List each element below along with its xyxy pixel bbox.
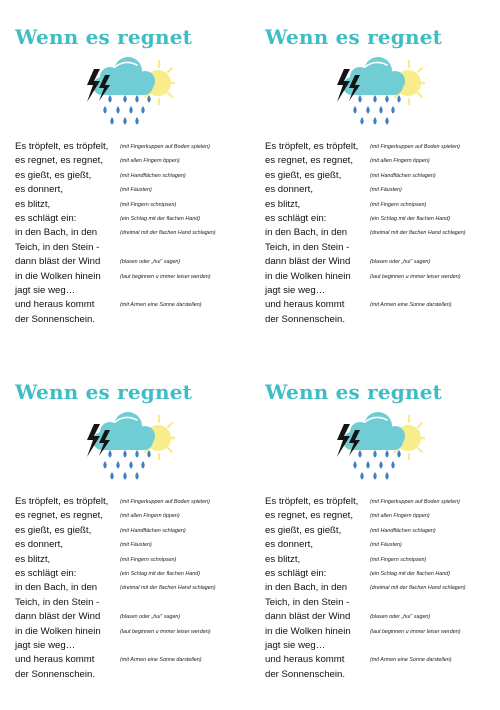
rhyme-line — [265, 313, 500, 327]
verse-text: Es tröpfelt, es tröpfelt, — [15, 141, 109, 152]
rhyme-line — [265, 668, 500, 682]
rhyme-line — [15, 596, 250, 610]
verse-text: es gießt, es gießt, — [15, 169, 92, 181]
rhyme-line — [15, 639, 250, 653]
cloud-icon — [93, 412, 155, 450]
raindrop — [379, 461, 382, 469]
rhyme-line — [265, 495, 500, 509]
rhyme-line — [15, 524, 250, 538]
raindrop — [373, 450, 376, 458]
rhyme-line — [15, 538, 250, 552]
raindrop — [385, 95, 388, 103]
verse-text: es gießt, es gießt, — [265, 169, 342, 181]
raindrop — [123, 472, 126, 480]
rhyme-lines — [15, 495, 250, 682]
rhyme-line — [265, 140, 500, 154]
raindrops-icon — [103, 450, 150, 480]
raindrop — [353, 106, 356, 114]
raindrop — [360, 117, 363, 125]
verse-text: in den Bach, in den — [15, 582, 98, 594]
action-note: (ein Schlag mit der flachen Hand) — [120, 570, 201, 577]
verse-text: es donnert, — [15, 184, 64, 196]
raindrop — [379, 106, 382, 114]
action-note: (blasen oder „hui“ sagen) — [370, 614, 431, 621]
action-note: (dreimal mit der flachen Hand schlagen) — [370, 230, 466, 237]
rhyme-line — [15, 495, 250, 509]
action-note: (laut beginnen u immer leiser werden) — [370, 273, 461, 280]
rhyme-line — [15, 270, 250, 284]
verse-text: es schlägt ein: — [265, 567, 327, 579]
verse-text: Es tröpfelt, es tröpfelt, — [265, 141, 359, 152]
action-note: (laut beginnen u immer leiser werden) — [370, 628, 461, 635]
rhyme-line — [265, 255, 500, 269]
action-note: (dreimal mit der flachen Hand schlagen) — [370, 585, 466, 592]
action-note: (blasen oder „hui“ sagen) — [370, 259, 431, 266]
action-note: (mit Handflächen schlagen) — [120, 527, 186, 534]
rhyme-line — [265, 154, 500, 168]
raindrop — [129, 461, 132, 469]
action-note: (mit Armen eine Sonne darstellen) — [120, 657, 202, 664]
rhyme-line — [15, 668, 250, 682]
rhyme-line — [265, 553, 500, 567]
raindrops-icon — [353, 95, 400, 125]
rhyme-line — [265, 625, 500, 639]
rhyme-line — [265, 524, 500, 538]
verse-text: jagt sie weg… — [265, 639, 326, 651]
raindrop — [385, 450, 388, 458]
verse-text: es schlägt ein: — [265, 212, 327, 224]
raindrop — [103, 461, 106, 469]
action-note: (mit Fingern schnipsen) — [370, 556, 427, 563]
raindrop — [123, 117, 126, 125]
raindrop — [366, 461, 369, 469]
rhyme-line — [265, 538, 500, 552]
rhyme-card-2 — [265, 25, 500, 355]
action-note: (mit allen Fingern tippen) — [370, 158, 430, 165]
raindrop — [353, 461, 356, 469]
cloud-icon — [343, 412, 405, 450]
action-note: (mit Handflächen schlagen) — [370, 527, 436, 534]
verse-text: dann bläst der Wind — [265, 256, 351, 268]
rhyme-line — [265, 298, 500, 312]
rhyme-line — [15, 610, 250, 624]
verse-text: Es tröpfelt, es tröpfelt, — [265, 496, 359, 507]
rhyme-line — [15, 625, 250, 639]
raindrop — [358, 450, 361, 458]
action-note: (laut beginnen u immer leiser werden) — [120, 273, 211, 280]
action-note: (mit Fingerkuppen auf Boden spielen) — [370, 499, 460, 505]
raindrops-icon — [103, 95, 150, 125]
rhyme-line — [265, 226, 500, 240]
rhyme-line — [15, 284, 250, 298]
rhyme-line — [265, 581, 500, 595]
weather-illustration — [325, 410, 425, 482]
raindrop — [123, 95, 126, 103]
card-title: Wenn es regnet — [265, 25, 443, 49]
verse-text: dann bläst der Wind — [15, 611, 101, 623]
rhyme-line — [265, 241, 500, 255]
raindrop — [110, 117, 113, 125]
verse-text: es regnet, es regnet, — [265, 155, 353, 167]
card-title: Wenn es regnet — [15, 25, 193, 49]
action-note: (mit Fingerkuppen auf Boden spielen) — [120, 144, 210, 150]
rhyme-line — [15, 255, 250, 269]
action-note: (mit allen Fingern tippen) — [120, 513, 180, 520]
raindrop — [141, 106, 144, 114]
raindrop — [360, 472, 363, 480]
verse-text: und heraus kommt — [265, 299, 345, 311]
rhyme-line — [15, 509, 250, 523]
rhyme-line — [265, 169, 500, 183]
rhyme-line — [15, 553, 250, 567]
verse-text: es regnet, es regnet, — [15, 155, 103, 167]
rhyme-line — [15, 212, 250, 226]
raindrop — [366, 106, 369, 114]
action-note: (mit Fäusten) — [120, 187, 152, 194]
verse-text: jagt sie weg… — [265, 284, 326, 296]
card-title: Wenn es regnet — [265, 380, 443, 404]
raindrop — [373, 472, 376, 480]
rhyme-line — [15, 581, 250, 595]
verse-text: und heraus kommt — [15, 299, 95, 311]
rhyme-card-3 — [15, 380, 250, 710]
action-note: (mit Armen eine Sonne darstellen) — [120, 302, 202, 309]
rhyme-line — [265, 639, 500, 653]
rhyme-line — [265, 567, 500, 581]
action-note: (laut beginnen u immer leiser werden) — [120, 628, 211, 635]
raindrop — [116, 461, 119, 469]
rhyme-line — [15, 140, 250, 154]
card-title: Wenn es regnet — [15, 380, 193, 404]
rhyme-line — [265, 596, 500, 610]
cloud-icon — [93, 57, 155, 95]
raindrop — [391, 106, 394, 114]
verse-text: es schlägt ein: — [15, 567, 77, 579]
verse-text: jagt sie weg… — [15, 284, 76, 296]
verse-text: der Sonnenschein. — [265, 313, 346, 325]
action-note: (ein Schlag mit der flachen Hand) — [370, 570, 451, 577]
rhyme-lines — [15, 140, 250, 327]
verse-text: dann bläst der Wind — [265, 611, 351, 623]
raindrop — [135, 450, 138, 458]
action-note: (mit Fingerkuppen auf Boden spielen) — [370, 144, 460, 150]
verse-text: jagt sie weg… — [15, 639, 76, 651]
rhyme-line — [15, 567, 250, 581]
rhyme-line — [15, 169, 250, 183]
raindrop — [108, 450, 111, 458]
action-note: (blasen oder „hui“ sagen) — [120, 614, 181, 621]
rhyme-line — [15, 298, 250, 312]
raindrop — [141, 461, 144, 469]
verse-text: es blitzt, — [15, 198, 51, 210]
raindrop — [147, 450, 150, 458]
rhyme-line — [265, 270, 500, 284]
raindrop — [116, 106, 119, 114]
action-note: (ein Schlag mit der flachen Hand) — [120, 215, 201, 222]
rhyme-line — [265, 198, 500, 212]
rhyme-line — [265, 183, 500, 197]
action-note: (mit Fingern schnipsen) — [370, 201, 427, 208]
rhyme-line — [265, 509, 500, 523]
verse-text: in den Bach, in den — [265, 582, 348, 594]
verse-text: Teich, in den Stein - — [265, 241, 350, 253]
action-note: (mit allen Fingern tippen) — [120, 158, 180, 165]
verse-text: in die Wolken hinein — [15, 625, 101, 637]
raindrop — [385, 117, 388, 125]
raindrop — [110, 472, 113, 480]
verse-text: in die Wolken hinein — [265, 625, 351, 637]
action-note: (dreimal mit der flachen Hand schlagen) — [120, 230, 216, 237]
verse-text: es blitzt, — [15, 553, 51, 565]
action-note: (mit Handflächen schlagen) — [370, 172, 436, 179]
raindrop — [397, 95, 400, 103]
verse-text: und heraus kommt — [265, 654, 345, 666]
raindrop — [358, 95, 361, 103]
raindrop — [135, 117, 138, 125]
verse-text: der Sonnenschein. — [265, 668, 346, 680]
rhyme-line — [15, 183, 250, 197]
verse-text: es regnet, es regnet, — [15, 510, 103, 522]
verse-text: es gießt, es gießt, — [15, 524, 92, 536]
rhyme-line — [265, 284, 500, 298]
rhyme-card-1 — [15, 25, 250, 355]
raindrop — [129, 106, 132, 114]
verse-text: Teich, in den Stein - — [265, 596, 350, 608]
raindrop — [397, 450, 400, 458]
action-note: (mit Armen eine Sonne darstellen) — [370, 302, 452, 309]
action-note: (ein Schlag mit der flachen Hand) — [370, 215, 451, 222]
weather-illustration — [75, 410, 175, 482]
rhyme-line — [15, 226, 250, 240]
raindrop — [373, 95, 376, 103]
verse-text: dann bläst der Wind — [15, 256, 101, 268]
action-note: (mit Fingern schnipsen) — [120, 201, 177, 208]
verse-text: in die Wolken hinein — [15, 270, 101, 282]
verse-text: und heraus kommt — [15, 654, 95, 666]
verse-text: Teich, in den Stein - — [15, 241, 100, 253]
rhyme-line — [265, 610, 500, 624]
verse-text: in den Bach, in den — [15, 227, 98, 239]
verse-text: es schlägt ein: — [15, 212, 77, 224]
raindrop — [135, 95, 138, 103]
verse-text: Teich, in den Stein - — [15, 596, 100, 608]
action-note: (dreimal mit der flachen Hand schlagen) — [120, 585, 216, 592]
rhyme-lines — [265, 140, 500, 327]
verse-text: der Sonnenschein. — [15, 313, 96, 325]
raindrop — [108, 95, 111, 103]
verse-text: es gießt, es gießt, — [265, 524, 342, 536]
raindrop — [135, 472, 138, 480]
raindrop — [373, 117, 376, 125]
action-note: (mit Fäusten) — [120, 542, 152, 549]
cloud-icon — [343, 57, 405, 95]
rhyme-lines — [265, 495, 500, 682]
verse-text: es blitzt, — [265, 553, 301, 565]
verse-text: es donnert, — [265, 539, 314, 551]
action-note: (blasen oder „hui“ sagen) — [120, 259, 181, 266]
verse-text: in die Wolken hinein — [265, 270, 351, 282]
action-note: (mit Fäusten) — [370, 187, 402, 194]
verse-text: es blitzt, — [265, 198, 301, 210]
rhyme-line — [15, 241, 250, 255]
action-note: (mit Handflächen schlagen) — [120, 172, 186, 179]
verse-text: der Sonnenschein. — [15, 668, 96, 680]
verse-text: in den Bach, in den — [265, 227, 348, 239]
action-note: (mit allen Fingern tippen) — [370, 513, 430, 520]
weather-illustration — [75, 55, 175, 127]
raindrop — [123, 450, 126, 458]
raindrop — [385, 472, 388, 480]
rhyme-card-4 — [265, 380, 500, 710]
raindrop — [147, 95, 150, 103]
action-note: (mit Fäusten) — [370, 542, 402, 549]
action-note: (mit Fingerkuppen auf Boden spielen) — [120, 499, 210, 505]
raindrop — [391, 461, 394, 469]
action-note: (mit Armen eine Sonne darstellen) — [370, 657, 452, 664]
rhyme-line — [15, 198, 250, 212]
verse-text: es donnert, — [15, 539, 64, 551]
rhyme-line — [15, 313, 250, 327]
rhyme-line — [15, 154, 250, 168]
rhyme-line — [265, 653, 500, 667]
raindrops-icon — [353, 450, 400, 480]
verse-text: es regnet, es regnet, — [265, 510, 353, 522]
verse-text: es donnert, — [265, 184, 314, 196]
raindrop — [103, 106, 106, 114]
action-note: (mit Fingern schnipsen) — [120, 556, 177, 563]
weather-illustration — [325, 55, 425, 127]
rhyme-line — [15, 653, 250, 667]
rhyme-line — [265, 212, 500, 226]
verse-text: Es tröpfelt, es tröpfelt, — [15, 496, 109, 507]
